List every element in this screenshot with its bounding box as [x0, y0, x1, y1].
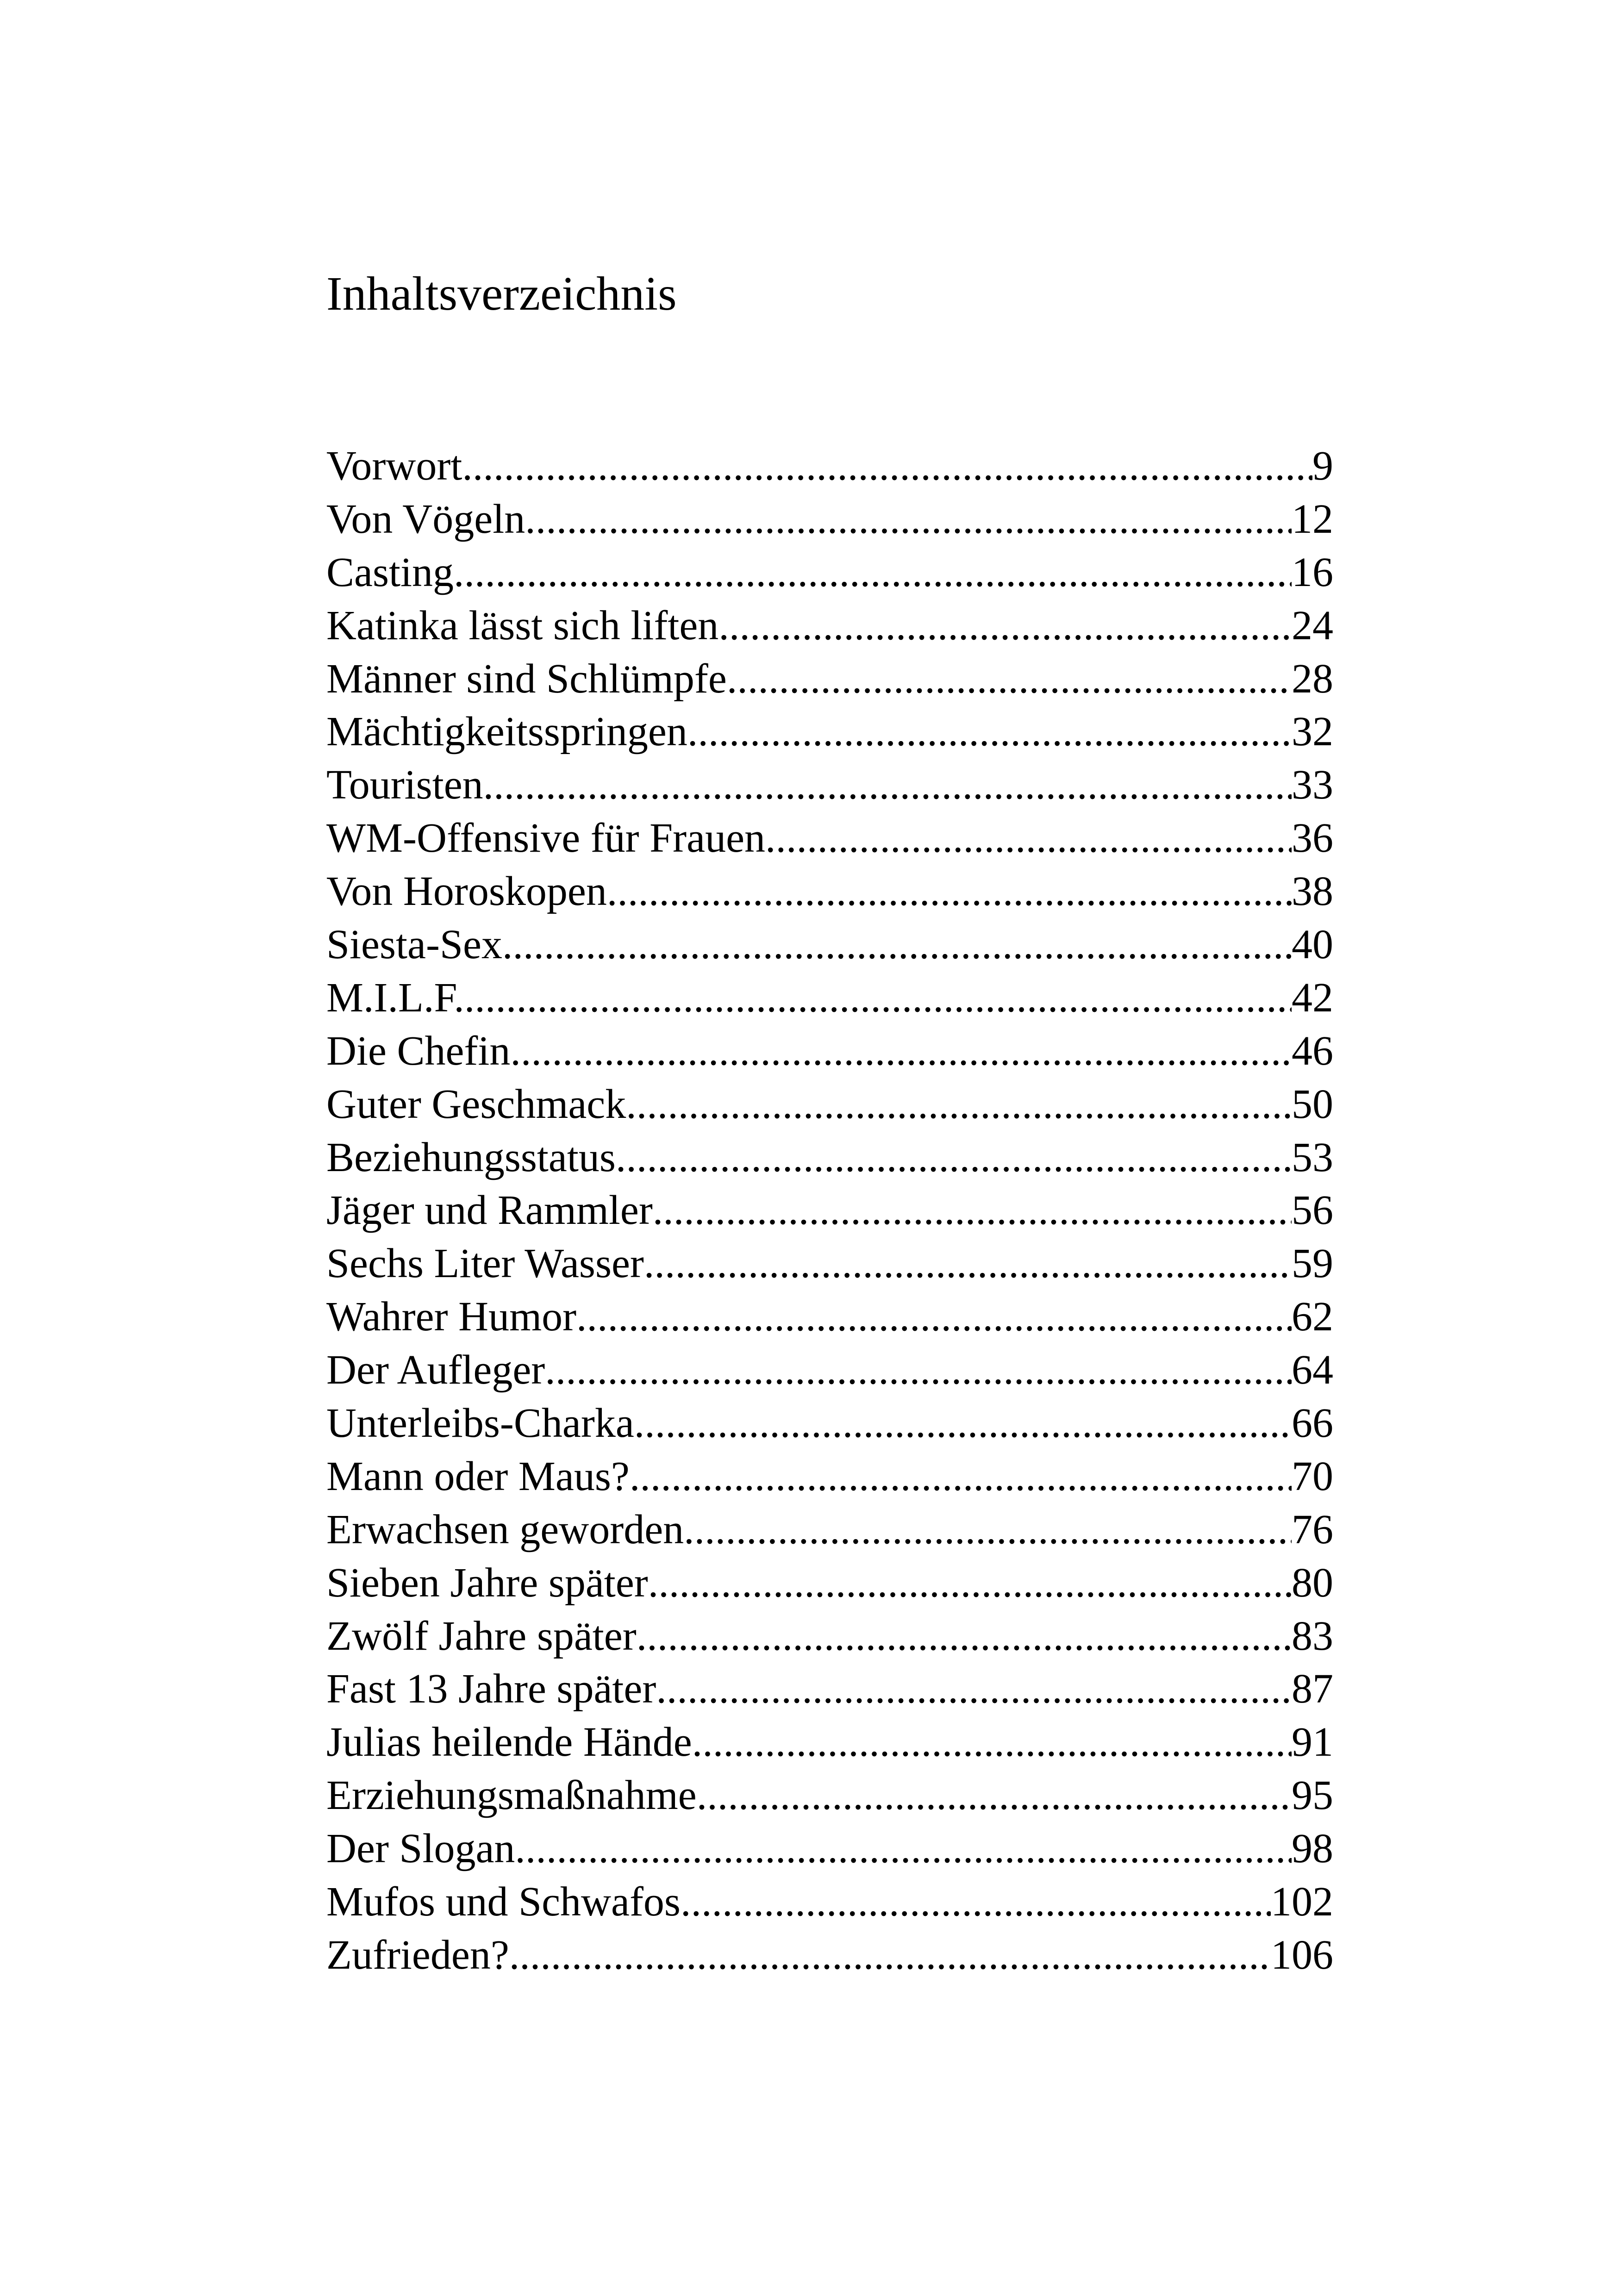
toc-entry-title: Beziehungsstatus: [326, 1134, 616, 1180]
toc-entry: [326, 1557, 1333, 1610]
toc-entry-title: Erwachsen geworden: [326, 1506, 684, 1553]
dot-leader: [684, 1503, 1292, 1557]
toc-entry-page-number: 46: [1292, 1028, 1333, 1074]
toc-entry: [326, 1078, 1333, 1131]
toc-entry-title: Mufos und Schwafos: [326, 1879, 681, 1925]
toc-entry: [326, 1450, 1333, 1503]
toc-entry-page-number: 12: [1292, 496, 1333, 542]
toc-entry-page-number: 33: [1292, 762, 1333, 808]
dot-leader: [637, 1610, 1292, 1663]
toc-entry-page-number: 87: [1292, 1666, 1333, 1712]
toc-entry-title: Erziehungsmaßnahme: [326, 1772, 697, 1819]
toc-entry-page-number: 59: [1292, 1241, 1333, 1287]
dot-leader: [510, 1025, 1292, 1078]
toc-entry: [326, 1397, 1333, 1450]
dot-leader: [692, 1716, 1292, 1769]
toc-entry: [326, 705, 1333, 759]
toc-entry: [326, 918, 1333, 972]
toc-entry: [326, 1929, 1333, 1982]
toc-entry-title: Die Chefin: [326, 1028, 511, 1074]
toc-entry: [326, 1769, 1333, 1822]
toc-entry-title: Von Vögeln: [326, 496, 525, 542]
toc-entry: [326, 1610, 1333, 1663]
dot-leader: [509, 1929, 1271, 1982]
toc-entry: [326, 1503, 1333, 1557]
toc-entry-page-number: 62: [1292, 1294, 1333, 1340]
toc-entry-page-number: 40: [1292, 922, 1333, 968]
toc-entry-page-number: 50: [1292, 1081, 1333, 1127]
dot-leader: [502, 918, 1292, 972]
toc-entry-title: Jäger und Rammler: [326, 1187, 653, 1234]
toc-entry-page-number: 70: [1292, 1453, 1333, 1499]
dot-leader: [634, 1397, 1292, 1450]
toc-entry-title: Sieben Jahre später: [326, 1559, 648, 1606]
toc-entry-title: Siesta-Sex: [326, 922, 502, 968]
dot-leader: [765, 812, 1292, 865]
toc-entry-title: Mächtigkeitsspringen: [326, 709, 687, 755]
toc-entry-title: Der Aufleger: [326, 1347, 545, 1393]
toc-entry-page-number: 16: [1292, 549, 1333, 595]
dot-leader: [656, 1663, 1292, 1716]
dot-leader: [616, 1131, 1292, 1185]
toc-entry-title: Katinka lässt sich liften: [326, 602, 719, 649]
toc-entry-title: WM-Offensive für Frauen: [326, 815, 766, 861]
toc-entry-page-number: 38: [1292, 868, 1333, 915]
dot-leader: [515, 1822, 1292, 1876]
toc-entry-page-number: 36: [1292, 815, 1333, 861]
toc-entry-page-number: 83: [1292, 1613, 1333, 1659]
toc-entry-page-number: 53: [1292, 1134, 1333, 1180]
toc-entry: [326, 1876, 1333, 1929]
dot-leader: [525, 493, 1292, 546]
toc-entry-title: Mann oder Maus?: [326, 1453, 630, 1499]
table-of-contents: [326, 440, 1333, 1982]
toc-entry-title: Unterleibs-Charka: [326, 1400, 634, 1447]
toc-entry: [326, 865, 1333, 918]
toc-entry-page-number: 32: [1292, 709, 1333, 755]
toc-entry: [326, 653, 1333, 706]
toc-entry: [326, 1184, 1333, 1237]
toc-entry-page-number: 80: [1292, 1559, 1333, 1606]
toc-entry-title: Touristen: [326, 762, 483, 808]
toc-entry-title: Casting: [326, 549, 454, 595]
toc-entry-title: Zwölf Jahre später: [326, 1613, 637, 1659]
toc-entry-title: Männer sind Schlümpfe: [326, 655, 727, 702]
toc-entry-title: Wahrer Humor: [326, 1294, 577, 1340]
dot-leader: [576, 1291, 1292, 1344]
toc-entry-page-number: 42: [1292, 974, 1333, 1021]
toc-entry-page-number: 106: [1271, 1932, 1333, 1978]
toc-entry: [326, 1716, 1333, 1769]
toc-entry-title: M.I.L.F.: [326, 974, 464, 1021]
dot-leader: [687, 705, 1292, 759]
toc-entry-title: Fast 13 Jahre später: [326, 1666, 656, 1712]
toc-entry: [326, 599, 1333, 653]
toc-entry-page-number: 9: [1312, 443, 1333, 489]
toc-entry-page-number: 98: [1292, 1826, 1333, 1872]
toc-entry: [326, 1822, 1333, 1876]
toc-entry: [326, 1291, 1333, 1344]
dot-leader: [545, 1344, 1292, 1397]
toc-entry: [326, 759, 1333, 812]
toc-entry: [326, 1237, 1333, 1291]
dot-leader: [630, 1450, 1292, 1503]
toc-entry-title: Sechs Liter Wasser: [326, 1241, 644, 1287]
toc-entry-title: Der Slogan: [326, 1826, 515, 1872]
dot-leader: [464, 972, 1292, 1025]
toc-entry: [326, 1131, 1333, 1185]
toc-entry: [326, 1344, 1333, 1397]
dot-leader: [681, 1876, 1271, 1929]
page-title: Inhaltsverzeichnis: [326, 267, 677, 320]
toc-entry: [326, 493, 1333, 546]
toc-entry-page-number: 76: [1292, 1506, 1333, 1553]
dot-leader: [644, 1237, 1292, 1291]
toc-entry-page-number: 91: [1292, 1719, 1333, 1765]
toc-entry: [326, 812, 1333, 865]
toc-entry: [326, 1663, 1333, 1716]
dot-leader: [653, 1184, 1292, 1237]
toc-entry: [326, 972, 1333, 1025]
toc-entry-page-number: 64: [1292, 1347, 1333, 1393]
toc-entry: [326, 546, 1333, 599]
toc-entry-page-number: 24: [1292, 602, 1333, 649]
toc-entry-title: Vorwort: [326, 443, 462, 489]
dot-leader: [697, 1769, 1292, 1822]
dot-leader: [648, 1557, 1292, 1610]
dot-leader: [607, 865, 1292, 918]
toc-entry-page-number: 66: [1292, 1400, 1333, 1447]
dot-leader: [718, 599, 1292, 653]
toc-entry-title: Julias heilende Hände: [326, 1719, 692, 1765]
toc-entry-page-number: 28: [1292, 655, 1333, 702]
toc-entry-page-number: 102: [1271, 1879, 1333, 1925]
toc-entry: [326, 1025, 1333, 1078]
dot-leader: [454, 546, 1292, 599]
toc-entry-page-number: 56: [1292, 1187, 1333, 1234]
dot-leader: [727, 653, 1292, 706]
toc-entry-page-number: 95: [1292, 1772, 1333, 1819]
dot-leader: [462, 440, 1312, 493]
dot-leader: [626, 1078, 1292, 1131]
dot-leader: [483, 759, 1292, 812]
toc-entry: [326, 440, 1333, 493]
toc-entry-title: Zufrieden?: [326, 1932, 509, 1978]
toc-entry-title: Von Horoskopen: [326, 868, 607, 915]
toc-entry-title: Guter Geschmack: [326, 1081, 626, 1127]
